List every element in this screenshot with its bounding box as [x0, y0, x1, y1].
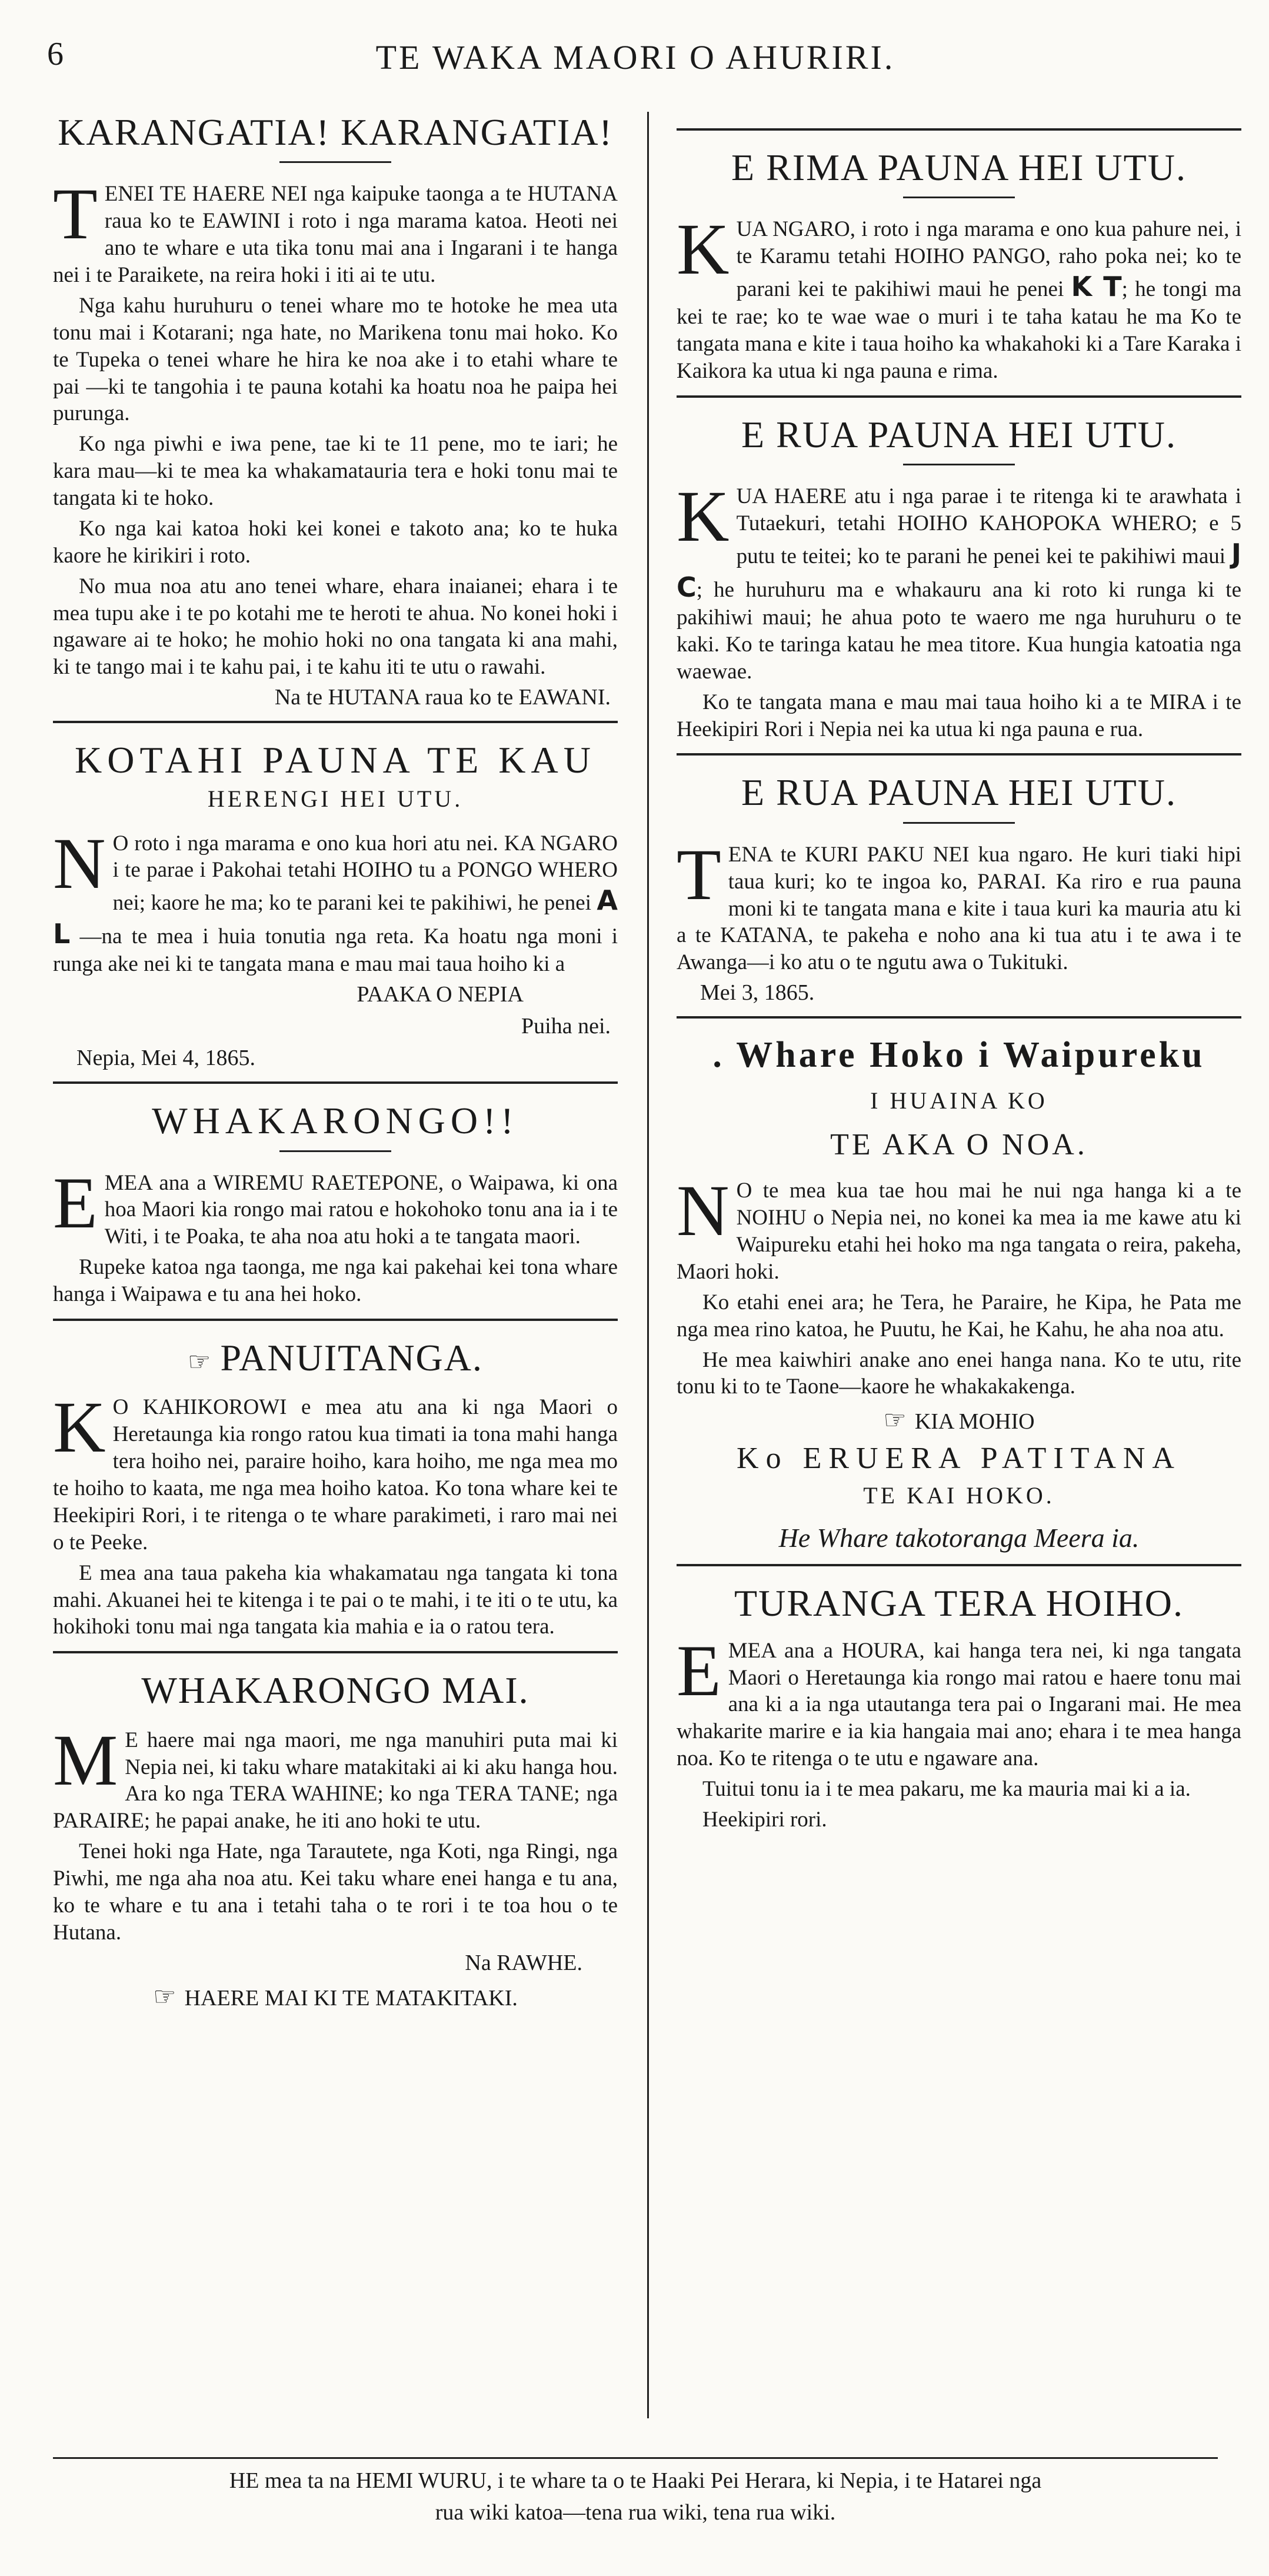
notice-date: Mei 3, 1865.: [700, 980, 815, 1006]
drop-cap: E: [53, 1162, 98, 1243]
notice-heading: KOTAHI PAUNA TE KAU: [75, 739, 596, 781]
pointing-hand-icon: ☞: [188, 1346, 212, 1377]
notice-heading: WHAKARONGO MAI.: [141, 1669, 529, 1712]
notice-kotahi-pauna: [53, 740, 618, 1071]
notice-paragraph: ENA te KURI PAKU NEI kua ngaro. He kuri tiaki hipi taua kuri; ko te ingoa ko, PARAI. Ka riro e rua pauna moni ki te tangata mana e kite i taua kuri ka mauria atu ki a te KATANA, te pakeha e noho ana ki tua atu i te awa i te Awanga—i ko atu o te ngutu awa o Tukituki.: [677, 842, 1241, 975]
drop-cap: T: [53, 174, 98, 255]
notice-heading: PANUITANGA.: [220, 1336, 483, 1379]
pointing-hand-icon: ☞: [883, 1405, 907, 1436]
notice-heading: E RUA PAUNA HEI UTU.: [741, 413, 1177, 455]
notice-rima-pauna: [677, 147, 1241, 385]
notice-footer-line: HAERE MAI KI TE MATAKITAKI.: [184, 1985, 518, 2011]
notice-paragraph: No mua noa atu ano tenei whare, ehara inaianei; ehara i te mea tupu ake i te po kotahi me te heroti te ahua. No konei hoki i ngaware ai te hoko; he mohio hoki no ona tangata ki ana mahi, ki te tango mai i te kahu pai, i te kahu iti te utu o rawahi.: [53, 574, 618, 680]
notice-rua-pauna-kuri: [677, 772, 1241, 1006]
notice-paragraph: ; he huruhuru ma e whakauru ana ki roto ki runga ki te pakihiwi maui; he ahua poto te waero me nga huruhuru o te kaki. Ko te taringa katau he mea titore. Kua hungia katoatia nga waewae.: [677, 577, 1241, 684]
merchant-role: TE KAI HOKO.: [863, 1482, 1055, 1509]
section-rule: [677, 1564, 1241, 1566]
notice-paragraph: Ko nga piwhi e iwa pene, tae ki te 11 pene, mo te iari; he kara mau—ki te mea ka whakamatauria tera e hoki tonu mai te tangata ki te hoko.: [53, 432, 618, 511]
section-rule: [677, 395, 1241, 398]
drop-cap: M: [53, 1719, 118, 1800]
store-name: TE AKA O NOA.: [830, 1128, 1088, 1162]
notice-karangatia: [53, 112, 618, 710]
notice-heading: E RUA PAUNA HEI UTU.: [741, 771, 1177, 814]
drop-cap: K: [53, 1387, 106, 1468]
notice-heading: . Whare Hoko i Waipureku: [712, 1035, 1205, 1076]
notice-paragraph: Tuitui tonu ia i te mea pakaru, me ka mauria mai ki a ia.: [702, 1777, 1191, 1802]
notice-heading: E RIMA PAUNA HEI UTU.: [731, 147, 1187, 188]
kia-mohio-label: KIA MOHIO: [914, 1409, 1035, 1435]
notice-paragraph: UA HAERE atu i nga parae i te ritenga ki te arawhata i Tutaekuri, tetahi HOIHO KAHOPOKA WHERO; e 5 putu te teitei; ko te parani he penei kei te pakihiwi maui: [736, 484, 1241, 568]
notice-heading: TURANGA TERA HOIHO.: [734, 1582, 1184, 1625]
notice-signature: Heekipiri rori.: [702, 1807, 827, 1832]
notice-signature: Na RAWHE.: [465, 1950, 582, 1975]
imprint-line: HE mea ta na HEMI WURU, i te whare ta o te Haaki Pei Herara, ki Nepia, i te Hatarei nga: [229, 2468, 1042, 2493]
notice-turanga-tera: [677, 1583, 1241, 1833]
notice-paragraph: Rupeke katoa nga taonga, me nga kai pakehai kei tona whare hanga i Waipawa e tu ana hei hoko.: [53, 1255, 618, 1307]
newspaper-title: TE WAKA MAORI O AHURIRI.: [375, 38, 895, 76]
notice-signature: PAAKA O NEPIA: [357, 982, 524, 1007]
notice-paragraph: Ko nga kai katoa hoki kei konei e takoto ana; ko te huka kaore he kirikiri i roto.: [53, 516, 618, 568]
drop-cap: N: [677, 1170, 730, 1252]
notice-paragraph: O roto i nga marama e ono kua hori atu nei. KA NGARO i te parae i Pakohai tetahi HOIHO tu a PONGO WHERO nei; kaore he ma; ko te parani kei te pakihiwi, he penei: [112, 831, 618, 916]
notice-italic-line: He Whare takotoranga Meera ia.: [778, 1523, 1140, 1553]
page-number: 6: [47, 36, 64, 72]
notice-paragraph: Nga kahu huruhuru o tenei whare mo te hotoke he mea uta tonu mai i Kotarani; nga hate, no Marikena tonu mai hoko. Ko te Tupeka o tenei whare he hira ke noa ake i to etahi whare te pai —ki te tangohia i te pauna kotahi ka hoatu noa he paipa hei purunga.: [53, 293, 618, 426]
notice-paragraph: O te mea kua tae hou mai he nui nga hanga ki a te NOIHU o Nepia nei, no konei ka mea ia me kawe atu ki Waipureku etahi hei hoko ma nga tangata o reira, pakeha, Maori hoki.: [677, 1179, 1241, 1284]
notice-paragraph: UA NGARO, i roto i nga marama e ono kua pahure nei, i te Karamu tetahi HOIHO PANGO, raho poka nei; ko te parani kei te pakihiwi maui he penei: [736, 217, 1241, 302]
imprint-line: rua wiki katoa—tena rua wiki, tena rua wiki.: [435, 2500, 836, 2525]
notice-signature-place: Puiha nei.: [521, 1014, 611, 1039]
page-header: [35, 24, 1235, 88]
short-rule: [279, 1150, 391, 1152]
notice-heading: WHAKARONGO!!: [152, 1100, 519, 1142]
drop-cap: E: [677, 1630, 721, 1711]
newspaper-page: [35, 24, 1242, 2554]
brand-mark: A L: [53, 884, 618, 950]
notice-date: Nepia, Mei 4, 1865.: [76, 1046, 255, 1071]
brand-mark: K T: [1071, 271, 1122, 303]
short-rule: [903, 464, 1015, 465]
right-column: [677, 112, 1241, 2418]
footer-rule: [53, 2457, 1218, 2459]
notice-heading: KARANGATIA! KARANGATIA!: [58, 111, 613, 153]
notice-paragraph: ENEI TE HAERE NEI nga kaipuke taonga a te HUTANA raua ko te EAWINI i roto i nga marama katoa. Heoti nei ano te whare e uta tika tonu mai ana i Ingarani i te hanga nei i te Paraikete, na reira hoki i iti ai te utu.: [53, 182, 618, 288]
notice-paragraph: Ko te tangata mana e mau mai taua hoiho ki a te MIRA i te Heekipiri Rori i Nepia nei ka utua ki nga pauna e rua.: [677, 690, 1241, 741]
section-rule: [53, 1651, 618, 1653]
short-rule: [903, 197, 1015, 198]
notice-whakarongo-mai: [53, 1670, 618, 2011]
section-rule: [53, 721, 618, 723]
pointing-hand-icon: ☞: [153, 1981, 176, 2012]
notice-paragraph: MEA ana a WIREMU RAETEPONE, o Waipawa, ki ona hoa Maori kia rongo mai ratou e hokohoko tonu ana ia i te Witi, i te Poaka, te aha noa atu hoki a te tangata maori.: [104, 1170, 618, 1249]
section-rule: [677, 1016, 1241, 1019]
drop-cap: K: [677, 476, 730, 557]
notice-paragraph: MEA ana a HOURA, kai hanga tera nei, ki nga tangata Maori o Heretaunga kia rongo mai ratou e haere tonu mai ana ki a ia nga utautanga tera pai o Ingarani mai. He mea whakarite marire e ia kia hangaia mai ano; ehara i te mea hanga noa. Ko te ritenga o te utu e ngaware ana.: [677, 1638, 1241, 1771]
notice-whare-hoko: [677, 1035, 1241, 1553]
notice-paragraph: E haere mai nga maori, me nga manuhiri puta mai ki Nepia nei, ki taku whare matakitaki ai ki aku hanga hou. Ara ko nga TERA WAHINE; ko nga TERA TANE; nga PARAIRE; he papai anake, he iti ano hoki te utu.: [53, 1728, 618, 1833]
notice-paragraph: E mea ana taua pakeha kia whakamatau nga tangata ki tona mahi. Akuanei hei te kitenga i te pai o te mahi, i te iti o te utu, ka hokihoki tonu mai nga tangata kia mahia e ia o ratou tera.: [53, 1560, 618, 1639]
left-column: [53, 112, 618, 2418]
section-rule: [53, 1319, 618, 1321]
notice-rua-pauna-hoiho: [677, 414, 1241, 743]
drop-cap: T: [677, 834, 721, 915]
notice-paragraph: Ko etahi enei ara; he Tera, he Paraire, he Kipa, he Pata me nga mea rino katoa, he Puutu, he Kai, he Kahu, he aha noa atu.: [677, 1290, 1241, 1342]
section-rule: [53, 1081, 618, 1084]
merchant-name: Ko ERUERA PATITANA: [737, 1442, 1181, 1476]
section-rule: [677, 753, 1241, 756]
short-rule: [279, 161, 391, 163]
section-rule: [677, 128, 1241, 131]
notice-paragraph: ; he tongi ma kei te rae; ko te wae wae o muri i te taha katau he ma Ko te tangata mana e kite i taua hoiho ka whakahoki ki a Tare Karaka i Kaikora ka utua ki nga pauna e rima.: [677, 277, 1242, 383]
notice-panuitanga: [53, 1337, 618, 1640]
notice-subheading: I HUAINA KO: [870, 1087, 1048, 1114]
column-divider: [647, 112, 649, 2418]
brand-mark: J C: [677, 537, 1242, 603]
printer-imprint: [53, 2457, 1218, 2530]
notice-paragraph: —na te mea i huia tonutia nga reta. Ka hoatu nga moni i runga ake nei ki te tangata mana e mau mai taua hoiho ki a: [53, 924, 618, 977]
drop-cap: N: [53, 823, 106, 904]
notice-whakarongo: [53, 1100, 618, 1308]
notice-signature: Na te HUTANA raua ko te EAWANI.: [274, 685, 611, 710]
notice-paragraph: O KAHIKOROWI e mea atu ana ki nga Maori o Heretaunga kia rongo ratou kua timati ia tona mahi hanga tera hoiho nei, paraire hoiho, kara hoiho, me nga mea mo te hoiho to kaata, me nga mea hoiho katoa. Ko tona whare kei te Heekipiri Rori, i te ritenga o te whare parakimeti, i raro mai nei o te Peeke.: [53, 1395, 618, 1555]
notice-paragraph: He mea kaiwhiri anake ano enei hanga nana. Ko te utu, rite tonu ki to te Taone—kaore he whakakakenga.: [677, 1347, 1241, 1399]
notice-paragraph: Tenei hoki nga Hate, nga Tarautete, nga Koti, nga Ringi, nga Piwhi, me nga aha noa atu. Kei taku whare enei hanga e tu ana, ko te whare e tu ana i tetahi taha o te rori i te toa hou o te Hutana.: [53, 1839, 618, 1945]
short-rule: [903, 822, 1015, 824]
drop-cap: K: [677, 209, 730, 290]
notice-subheading: HERENGI HEI UTU.: [207, 785, 464, 812]
